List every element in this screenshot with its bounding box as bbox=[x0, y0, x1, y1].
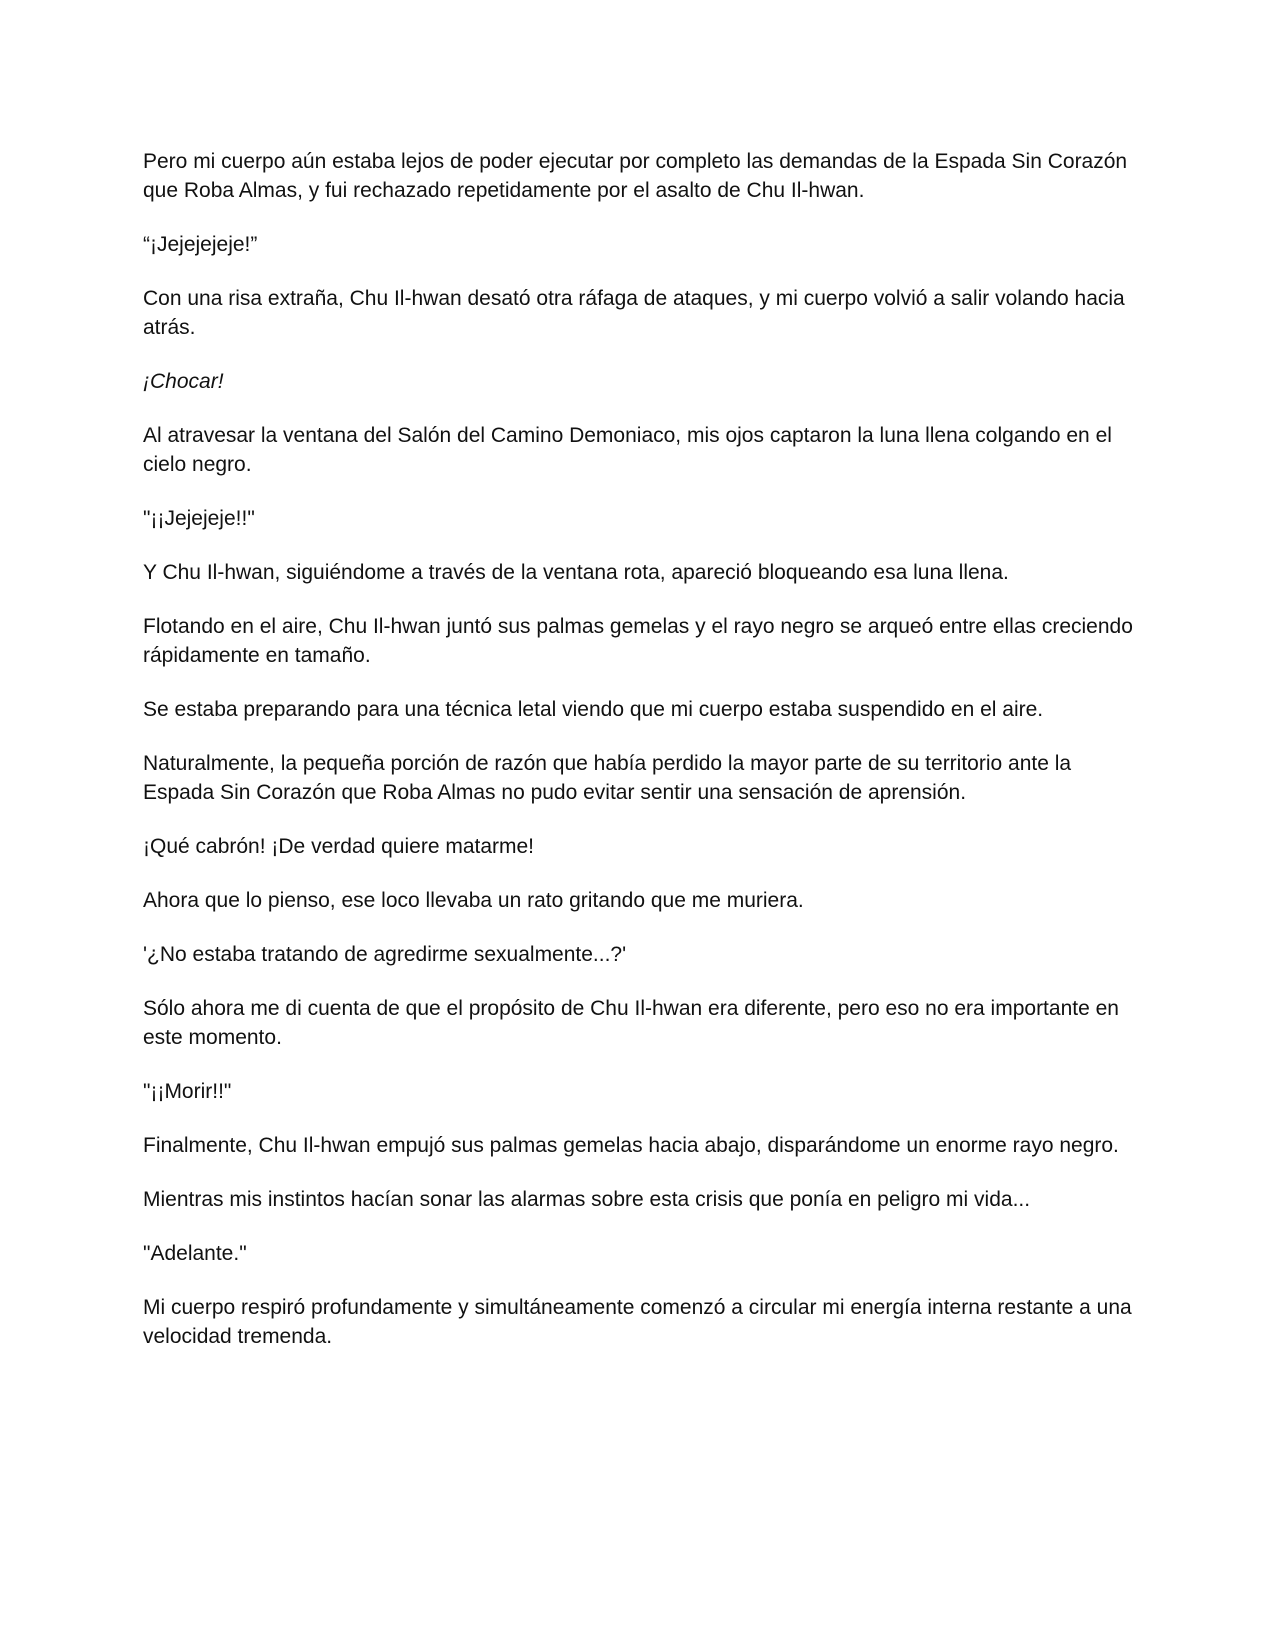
paragraph: Flotando en el aire, Chu Il-hwan juntó sus palmas gemelas y el rayo negro se arqueó entre ellas creciendo rápidamente en tamaño. bbox=[143, 615, 1133, 667]
paragraph: Mi cuerpo respiró profundamente y simultáneamente comenzó a circular mi energía interna restante a una velocidad tremenda. bbox=[143, 1296, 1132, 1348]
paragraph: "Adelante." bbox=[143, 1242, 247, 1265]
paragraph: ¡Qué cabrón! ¡De verdad quiere matarme! bbox=[143, 835, 535, 858]
paragraph: '¿No estaba tratando de agredirme sexualmente...?' bbox=[143, 943, 627, 966]
paragraph: Finalmente, Chu Il-hwan empujó sus palmas gemelas hacia abajo, disparándome un enorme rayo negro. bbox=[143, 1134, 1119, 1157]
paragraph: Se estaba preparando para una técnica letal viendo que mi cuerpo estaba suspendido en el aire. bbox=[143, 698, 1044, 721]
document-page bbox=[143, 147, 1133, 1376]
paragraph: Sólo ahora me di cuenta de que el propósito de Chu Il-hwan era diferente, pero eso no era importante en este momento. bbox=[143, 997, 1119, 1049]
paragraph: Mientras mis instintos hacían sonar las alarmas sobre esta crisis que ponía en peligro mi vida... bbox=[143, 1188, 1031, 1211]
paragraph: Naturalmente, la pequeña porción de razón que había perdido la mayor parte de su territorio ante la Espada Sin Corazón que Roba Almas no pudo evitar sentir una sensación de aprensión. bbox=[143, 752, 1072, 804]
paragraph: “¡Jejejejeje!” bbox=[143, 233, 258, 256]
paragraph: Al atravesar la ventana del Salón del Camino Demoniaco, mis ojos captaron la luna llena colgando en el cielo negro. bbox=[143, 424, 1112, 476]
paragraph: "¡¡Jejejeje!!" bbox=[143, 507, 255, 530]
paragraph: Y Chu Il-hwan, siguiéndome a través de la ventana rota, apareció bloqueando esa luna llena. bbox=[143, 561, 1009, 584]
paragraph: Ahora que lo pienso, ese loco llevaba un rato gritando que me muriera. bbox=[143, 889, 804, 912]
paragraph: Pero mi cuerpo aún estaba lejos de poder ejecutar por completo las demandas de la Espada Sin Corazón que Roba Almas, y fui rechazado repetidamente por el asalto de Chu Il-hwan. bbox=[143, 150, 1128, 202]
paragraph: ¡Chocar! bbox=[143, 370, 224, 393]
paragraph: "¡¡Morir!!" bbox=[143, 1080, 232, 1103]
paragraph: Con una risa extraña, Chu Il-hwan desató otra ráfaga de ataques, y mi cuerpo volvió a salir volando hacia atrás. bbox=[143, 287, 1125, 339]
